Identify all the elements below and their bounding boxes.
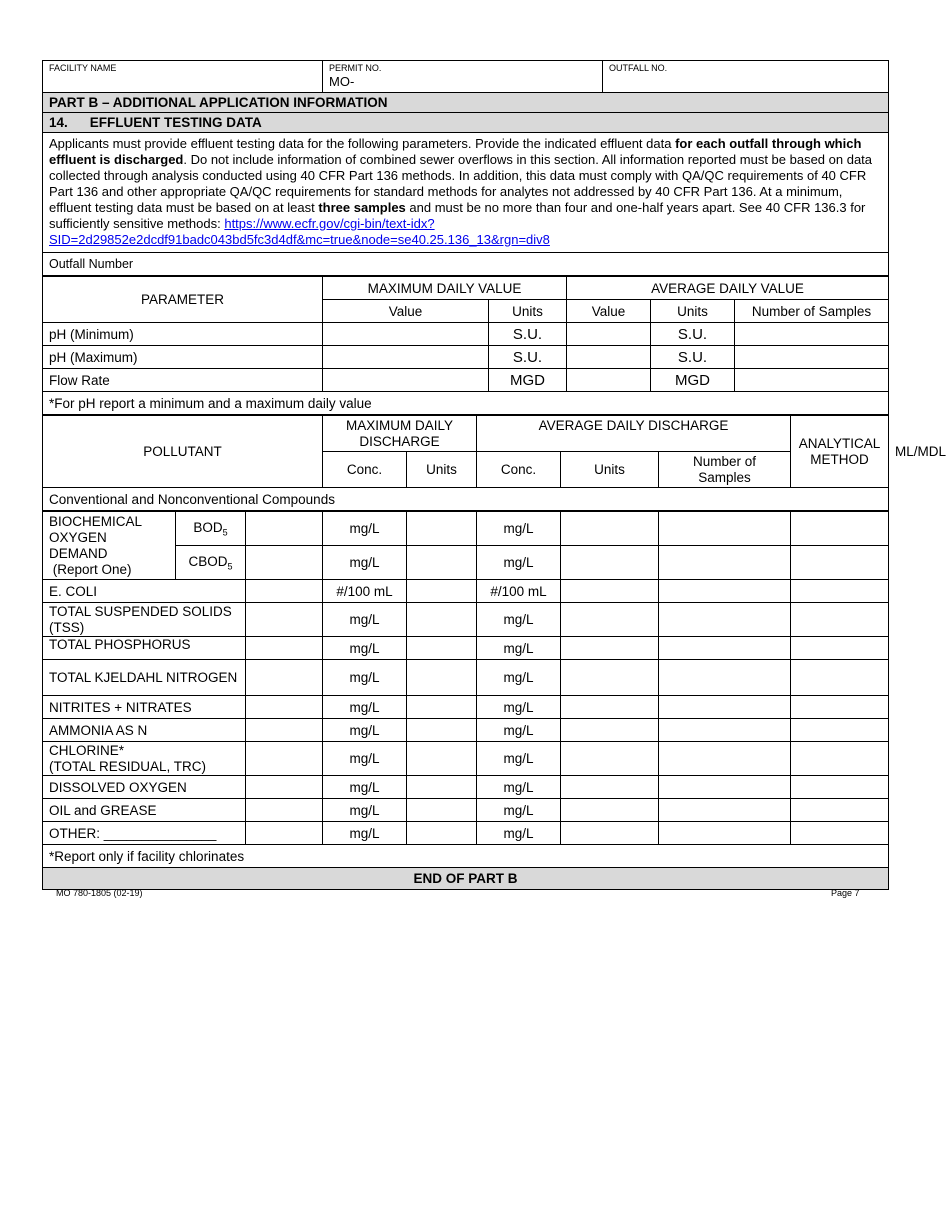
num-samples-header: Number of Samples (735, 300, 889, 323)
avg-units-cell: mg/L (477, 742, 561, 776)
facility-name-field[interactable] (43, 61, 323, 93)
avg-conc-cell[interactable] (407, 637, 477, 660)
bod5-subscript: 5 (222, 527, 228, 538)
max-conc-cell[interactable] (246, 512, 323, 546)
instructions (43, 133, 889, 253)
max-conc-cell[interactable] (246, 742, 323, 776)
num-samples-cell[interactable] (735, 323, 889, 346)
num-samples-cell[interactable] (561, 776, 659, 799)
part-title: PART B – ADDITIONAL APPLICATION INFORMATION (43, 93, 889, 113)
max-units-cell: mg/L (323, 637, 407, 660)
avg-conc-cell[interactable] (407, 580, 477, 603)
other-pollutant-field[interactable]: OTHER: _______________ (43, 822, 246, 845)
num-samples-cell[interactable] (561, 603, 659, 637)
num-samples-cell[interactable] (561, 546, 659, 580)
cbod5-text: CBOD (188, 553, 228, 569)
num-samples-header: Number of Samples (659, 452, 791, 488)
ml-mdl-cell[interactable] (791, 637, 889, 660)
max-units-cell: mg/L (323, 776, 407, 799)
max-conc-cell[interactable] (246, 637, 323, 660)
avg-daily-value-header: AVERAGE DAILY VALUE (567, 277, 889, 300)
ml-mdl-cell[interactable] (791, 696, 889, 719)
max-value-cell[interactable] (323, 323, 489, 346)
max-conc-cell[interactable] (246, 660, 323, 696)
table-row (43, 776, 889, 799)
avg-units-cell: #/100 mL (477, 580, 561, 603)
avg-units-cell: mg/L (477, 776, 561, 799)
max-conc-cell[interactable] (246, 822, 323, 845)
max-units-header: Units (407, 452, 477, 488)
avg-conc-cell[interactable] (407, 660, 477, 696)
outfall-no-field[interactable] (603, 61, 889, 93)
avg-value-cell[interactable] (567, 346, 651, 369)
param-name: pH (Minimum) (43, 323, 323, 346)
outfall-no-label: OUTFALL NO. (609, 63, 668, 73)
pollutant-name: OIL and GREASE (43, 799, 246, 822)
max-value-cell[interactable] (323, 369, 489, 392)
table-row (43, 512, 889, 546)
num-samples-cell[interactable] (561, 719, 659, 742)
header-table (42, 60, 889, 276)
avg-conc-cell[interactable] (407, 696, 477, 719)
avg-units-header: Units (561, 452, 659, 488)
ml-mdl-cell[interactable] (791, 603, 889, 637)
method-cell[interactable] (659, 660, 791, 696)
table-row (43, 719, 889, 742)
max-conc-cell[interactable] (246, 799, 323, 822)
pollutant-table: POLLUTANT MAXIMUM DAILY DISCHARGE AVERAGE DAILY DISCHARGE ANALYTICAL METHOD ML/MDL Conc. Units Conc. Units Number of Samples Conventional and Nonconventional Compounds (42, 415, 889, 511)
table-row (43, 580, 889, 603)
avg-units-cell: mg/L (477, 546, 561, 580)
avg-units-cell: MGD (651, 369, 735, 392)
table-row (43, 696, 889, 719)
section-title (43, 113, 889, 133)
analytical-method-header: ANALYTICAL METHOD (791, 416, 889, 488)
ml-mdl-cell[interactable] (791, 660, 889, 696)
instr-text-3: and must be no more than four and one-half years apart. See 40 CFR 136.3 for sufficiently sensitive methods: (49, 200, 866, 231)
method-cell[interactable] (659, 742, 791, 776)
avg-units-cell: mg/L (477, 799, 561, 822)
end-of-part-b: END OF PART B (43, 868, 889, 890)
max-units-cell: S.U. (489, 323, 567, 346)
avg-units-cell: mg/L (477, 603, 561, 637)
avg-conc-cell[interactable] (407, 799, 477, 822)
method-cell[interactable] (659, 512, 791, 546)
avg-conc-cell[interactable] (407, 512, 477, 546)
max-units-cell: mg/L (323, 696, 407, 719)
permit-no-field[interactable] (323, 61, 603, 93)
table-row (43, 660, 889, 696)
avg-units-cell: mg/L (477, 637, 561, 660)
max-conc-cell[interactable] (246, 546, 323, 580)
max-units-cell: mg/L (323, 742, 407, 776)
avg-units-header: Units (651, 300, 735, 323)
max-conc-cell[interactable] (246, 719, 323, 742)
ml-mdl-cell[interactable] (791, 742, 889, 776)
method-cell[interactable] (659, 776, 791, 799)
avg-daily-discharge-header: AVERAGE DAILY DISCHARGE (477, 416, 791, 452)
pollutant-name: AMMONIA AS N (43, 719, 246, 742)
method-cell[interactable] (659, 637, 791, 660)
method-cell[interactable] (659, 799, 791, 822)
max-units-cell: mg/L (323, 719, 407, 742)
num-samples-cell[interactable] (735, 369, 889, 392)
page-number: Page 7 (831, 888, 860, 898)
table-row (43, 637, 889, 660)
avg-value-cell[interactable] (567, 369, 651, 392)
max-units-cell: mg/L (323, 660, 407, 696)
ph-note: *For pH report a minimum and a maximum daily value (43, 392, 889, 415)
pollutant-name: NITRITES + NITRATES (43, 696, 246, 719)
avg-units-cell: S.U. (651, 323, 735, 346)
avg-conc-cell[interactable] (407, 776, 477, 799)
method-cell[interactable] (659, 546, 791, 580)
permit-no-label: PERMIT NO. (329, 63, 382, 73)
max-value-header: Value (323, 300, 489, 323)
method-cell[interactable] (659, 580, 791, 603)
avg-units-cell: mg/L (477, 660, 561, 696)
method-cell[interactable] (659, 822, 791, 845)
avg-conc-cell[interactable] (407, 546, 477, 580)
max-units-cell: mg/L (323, 799, 407, 822)
instr-bold-2: three samples (318, 200, 406, 215)
max-daily-discharge-header: MAXIMUM DAILY DISCHARGE (323, 416, 477, 452)
avg-conc-header: Conc. (477, 452, 561, 488)
avg-conc-cell[interactable] (407, 603, 477, 637)
form-page (42, 60, 947, 890)
pollutant-name: TOTAL SUSPENDED SOLIDS (TSS) (43, 603, 246, 637)
form-number: MO 780-1805 (02-19) (56, 888, 143, 898)
table-row (43, 369, 889, 392)
num-samples-cell[interactable] (561, 512, 659, 546)
chlorine-note: *Report only if facility chlorinates (43, 845, 889, 868)
ml-mdl-cell[interactable] (791, 776, 889, 799)
chlorine-label: CHLORINE* (49, 742, 125, 758)
instr-text-2: . Do not include information of combined sewer overflows in this section. All information reported must be based on data collected through analysis conducted using 40 CFR Part 136 methods. In addition, this data must comply with QA/QC requirements of 40 CFR Part 136 and other appropriate QA/QC requirements for standard methods for analytes not addressed by 40 CFR Part 136. At a minimum, effluent testing data must be based on at least (49, 152, 873, 215)
facility-name-label: FACILITY NAME (49, 63, 117, 73)
max-units-cell: S.U. (489, 346, 567, 369)
max-units-cell: mg/L (323, 822, 407, 845)
chlorine-sublabel: (TOTAL RESIDUAL, TRC) (49, 758, 207, 774)
avg-conc-cell[interactable] (407, 742, 477, 776)
cbod5-label (176, 546, 246, 580)
table-row (43, 603, 889, 637)
avg-value-cell[interactable] (567, 323, 651, 346)
bod-name-text: BIOCHEMICAL OXYGEN DEMAND (49, 514, 142, 561)
pollutant-name: E. COLI (43, 580, 246, 603)
ml-mdl-cell[interactable] (791, 799, 889, 822)
ml-mdl-cell[interactable] (791, 580, 889, 603)
max-units-cell: #/100 mL (323, 580, 407, 603)
instr-text-1: Applicants must provide effluent testing data for the following parameters. Provide the indicated effluent data (49, 136, 676, 151)
ecfr-link[interactable]: https://www.ecfr.gov/cgi-bin/text-idx?SID=2d29852e2dcdf91badc043bd5fc3d4df&mc=true&node=se40.25.136_13&rgn=div8 (49, 216, 550, 247)
parameter-header: PARAMETER (43, 277, 323, 323)
bod5-text: BOD (193, 519, 223, 535)
instr-bold-1: for each outfall through which effluent is discharged (49, 136, 862, 167)
pollutant-header: POLLUTANT (43, 416, 323, 488)
section-number: 14. (49, 115, 68, 130)
num-samples-cell[interactable] (561, 799, 659, 822)
avg-units-cell: S.U. (651, 346, 735, 369)
permit-no-value: MO- (329, 74, 355, 89)
max-conc-header: Conc. (323, 452, 407, 488)
num-samples-cell[interactable] (561, 637, 659, 660)
avg-value-header: Value (567, 300, 651, 323)
pollutant-name: TOTAL PHOSPHORUS (43, 637, 246, 660)
ml-mdl-cell[interactable] (791, 512, 889, 546)
max-units-header: Units (489, 300, 567, 323)
max-daily-value-header: MAXIMUM DAILY VALUE (323, 277, 567, 300)
method-cell[interactable] (659, 696, 791, 719)
cbod5-subscript: 5 (227, 561, 233, 572)
bod5-label (176, 512, 246, 546)
outfall-number-field[interactable]: Outfall Number (43, 253, 889, 276)
avg-conc-cell[interactable] (407, 719, 477, 742)
num-samples-cell[interactable] (561, 742, 659, 776)
table-row (43, 822, 889, 845)
avg-conc-cell[interactable] (407, 822, 477, 845)
pollutant-rows (42, 511, 889, 890)
num-samples-cell[interactable] (561, 696, 659, 719)
max-units-cell: MGD (489, 369, 567, 392)
max-value-cell[interactable] (323, 346, 489, 369)
pollutant-name: DISSOLVED OXYGEN (43, 776, 246, 799)
param-name: pH (Maximum) (43, 346, 323, 369)
avg-units-cell: mg/L (477, 822, 561, 845)
num-samples-cell[interactable] (561, 660, 659, 696)
avg-units-cell: mg/L (477, 696, 561, 719)
avg-units-cell: mg/L (477, 719, 561, 742)
method-cell[interactable] (659, 603, 791, 637)
ml-mdl-cell[interactable] (791, 546, 889, 580)
max-units-cell: mg/L (323, 603, 407, 637)
table-row (43, 799, 889, 822)
max-conc-cell[interactable] (246, 580, 323, 603)
avg-units-cell: mg/L (477, 512, 561, 546)
method-cell[interactable] (659, 719, 791, 742)
parameter-table (42, 276, 889, 415)
ml-mdl-cell[interactable] (791, 822, 889, 845)
max-conc-cell[interactable] (246, 603, 323, 637)
param-name: Flow Rate (43, 369, 323, 392)
num-samples-cell[interactable] (561, 580, 659, 603)
bod-name (43, 512, 176, 580)
group-label: Conventional and Nonconventional Compounds (43, 488, 889, 511)
max-conc-cell[interactable] (246, 776, 323, 799)
pollutant-name (43, 742, 246, 776)
max-units-cell: mg/L (323, 546, 407, 580)
ml-mdl-cell[interactable] (791, 719, 889, 742)
section-name: EFFLUENT TESTING DATA (89, 115, 262, 130)
num-samples-cell[interactable] (735, 346, 889, 369)
num-samples-cell[interactable] (561, 822, 659, 845)
max-units-cell: mg/L (323, 512, 407, 546)
max-conc-cell[interactable] (246, 696, 323, 719)
table-row (43, 346, 889, 369)
table-row (43, 742, 889, 776)
bod-note: (Report One) (52, 562, 132, 577)
pollutant-name: TOTAL KJELDAHL NITROGEN (43, 660, 246, 696)
table-row (43, 323, 889, 346)
